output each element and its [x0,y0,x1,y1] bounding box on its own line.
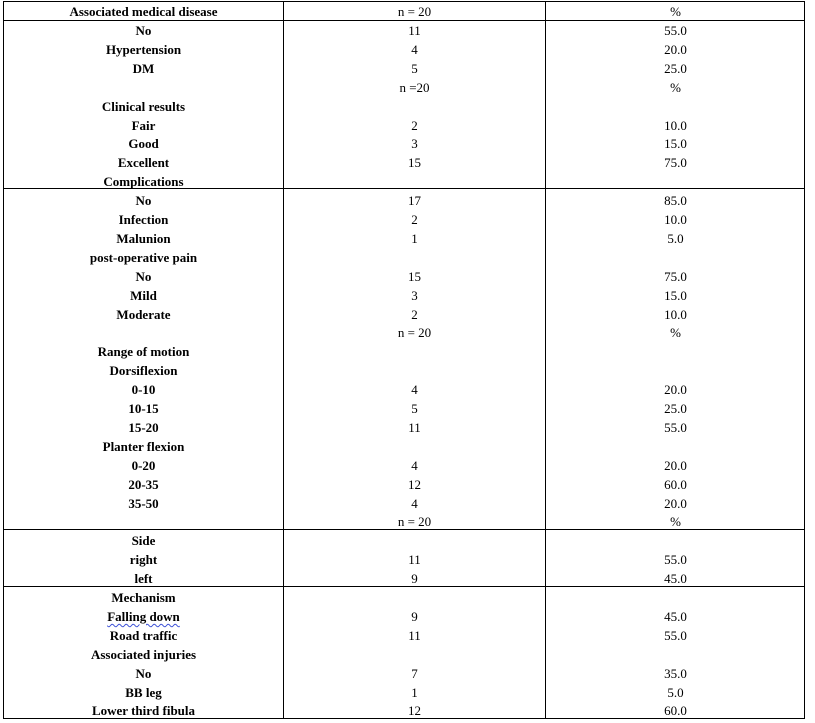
table-row [4,286,804,305]
table-cell-c1: post-operative pain [89,249,198,265]
table-cell-c3: 15.0 [664,287,687,303]
table-cell-c3: 10.0 [664,117,687,133]
table-cell-c1: left [134,571,153,587]
table-cell-c2: n = 20 [397,325,432,341]
table-row [4,531,804,550]
table-cell-c1: Mild [130,287,157,303]
table-row [4,645,804,664]
table-cell-c1: BB leg [125,684,162,700]
table-row [4,323,804,342]
table-cell-c2 [284,588,545,607]
table-cell-c3 [546,97,805,116]
table-cell-c2 [284,248,545,267]
table-cell-c1: Moderate [116,306,171,322]
table-cell-c2: 12 [408,476,421,492]
header-col3: % [670,4,681,19]
table-cell-c3: 55.0 [664,627,687,643]
table-cell-c3 [546,248,805,267]
table-row [4,97,804,116]
table-cell-c2: 5 [411,60,418,76]
table-cell-c2: 2 [411,212,418,227]
table-cell-c1: 15-20 [128,419,159,435]
table-cell-c1: Road traffic [109,627,178,643]
table-cell-c3: 5.0 [667,230,684,246]
table-cell-c1: Malunion [116,230,171,246]
table-cell-c3: 75.0 [664,155,687,171]
table-row [4,664,804,683]
table-cell-c1: Good [128,136,159,152]
table-row [4,626,804,645]
table-row [4,607,804,626]
table-cell-c2: 12 [408,703,421,719]
table-header-row [4,2,804,21]
table-cell-c2: 9 [411,608,418,624]
table-cell-c2: 17 [408,193,421,209]
table-cell-c2: 5 [411,401,418,416]
table-cell-c2: 11 [408,23,421,38]
table-cell-c1 [4,512,283,531]
table-cell-c2: 3 [411,136,418,152]
table-cell-c2: 11 [408,627,421,643]
table-cell-c2: 4 [411,495,418,511]
table-cell-c1 [4,323,283,342]
table-row [4,588,804,607]
table-row [4,210,804,229]
table-row [4,399,804,418]
table-cell-c3: 20.0 [664,382,687,398]
table-cell-c3 [546,342,805,361]
table-row [4,437,804,456]
table-cell-c3: 60.0 [664,703,687,719]
table-row [4,512,804,531]
table-cell-c3: 55.0 [664,23,687,38]
table-cell-c2 [284,531,545,550]
table-cell-c2 [284,97,545,116]
table-row [4,21,804,40]
table-row [4,475,804,494]
table-cell-c2: n = 20 [397,514,432,530]
table-cell-c3 [546,361,805,380]
table-cell-c3: 75.0 [664,268,687,284]
table-cell-c2: n =20 [399,79,430,95]
table-row [4,418,804,437]
table-cell-c3: 20.0 [664,495,687,511]
table-cell-c1: Lower third fibula [91,703,196,719]
table-row [4,116,804,135]
table-cell-c2 [284,437,545,456]
table-cell-c2: 3 [411,287,418,303]
table-cell-c2: 1 [411,230,418,246]
table-row [4,569,804,588]
table-cell-c3: 20.0 [664,41,687,57]
table-cell-c3 [546,531,805,550]
table-cell-c1: 0-20 [131,457,156,473]
table-cell-c3: % [670,514,681,530]
table-cell-c2: 9 [411,571,418,587]
table-cell-c2: 4 [411,382,418,398]
table-cell-c3 [546,437,805,456]
table-cell-c3 [546,645,805,664]
table-cell-c3 [546,172,805,191]
table-cell-c1: 35-50 [128,495,159,511]
table-cell-c3: 60.0 [664,476,687,492]
table-cell-c3: 55.0 [664,419,687,435]
table-cell-c3: 10.0 [664,212,687,227]
table-row [4,305,804,324]
table-row [4,494,804,513]
table-cell-c1: 10-15 [128,401,159,416]
table-cell-c1: 0-10 [131,382,156,398]
table-cell-c2: 11 [408,552,421,568]
table-row [4,701,804,720]
table-row [4,78,804,97]
table-row [4,229,804,248]
table-cell-c3: 55.0 [664,552,687,568]
table-row [4,40,804,59]
table-cell-c2: 15 [408,155,421,171]
table-cell-c1: Side [131,533,156,549]
table-cell-c3: 15.0 [664,136,687,152]
table-cell-c2 [284,361,545,380]
table-cell-c3: % [670,325,681,341]
table-cell-c2: 7 [411,665,418,681]
table-cell-c2: 11 [408,419,421,435]
table-cell-c1: Dorsiflexion [109,363,178,379]
table-cell-c2: 2 [411,117,418,133]
table-cell-c1: Hypertension [105,41,182,57]
table-cell-c2: 1 [411,684,418,700]
table-cell-c1: No [135,665,152,681]
table-cell-c1: Complications [103,174,184,190]
table-cell-c2: 15 [408,268,421,284]
table-cell-c2 [284,342,545,361]
table-cell-c3: 45.0 [664,571,687,587]
table-row [4,683,804,702]
table-cell-c3: 25.0 [664,60,687,76]
table-cell-c1: No [135,23,152,38]
table-row [4,550,804,569]
table-cell-c2: 4 [411,41,418,57]
table-row [4,134,804,153]
data-table [3,1,805,719]
table-cell-c1: Fair [131,117,156,133]
table-cell-c3: 5.0 [667,684,684,700]
table-cell-c3: % [670,79,681,95]
table-cell-c1: Excellent [117,155,170,171]
table-cell-c1: Associated injuries [90,646,197,662]
table-cell-c3: 20.0 [664,457,687,473]
table-cell-c3: 45.0 [664,608,687,624]
table-cell-c1: Planter flexion [102,438,185,454]
table-cell-c1: right [129,552,158,568]
table-cell-c1 [4,78,283,97]
header-col1: Associated medical disease [69,4,218,19]
table-row [4,456,804,475]
table-cell-c3 [546,588,805,607]
table-cell-c2: 4 [411,457,418,473]
table-cell-c1: No [135,193,152,209]
table-row [4,267,804,286]
table-cell-c1: Mechanism [111,590,176,605]
table-cell-c1: 20-35 [128,476,159,492]
table-cell-c1: DM [132,60,155,76]
table-cell-c2: 2 [411,306,418,322]
table-cell-c3: 25.0 [664,401,687,416]
table-cell-c1: Clinical results [101,98,186,114]
table-cell-c2 [284,172,545,191]
table-cell-c3: 85.0 [664,193,687,209]
table-cell-c3: 10.0 [664,306,687,322]
table-row [4,380,804,399]
header-col2: n = 20 [397,4,432,19]
table-row [4,361,804,380]
table-cell-c3: 35.0 [664,665,687,681]
table-row [4,172,804,191]
table-cell-c1: No [135,268,152,284]
table-row [4,59,804,78]
table-row [4,248,804,267]
table-row [4,342,804,361]
table-row [4,153,804,172]
table-cell-c2 [284,645,545,664]
table-cell-c1: Falling down [107,608,180,624]
table-cell-c1: Range of motion [97,344,190,360]
table-cell-c1: Infection [118,212,169,227]
table-row [4,191,804,210]
